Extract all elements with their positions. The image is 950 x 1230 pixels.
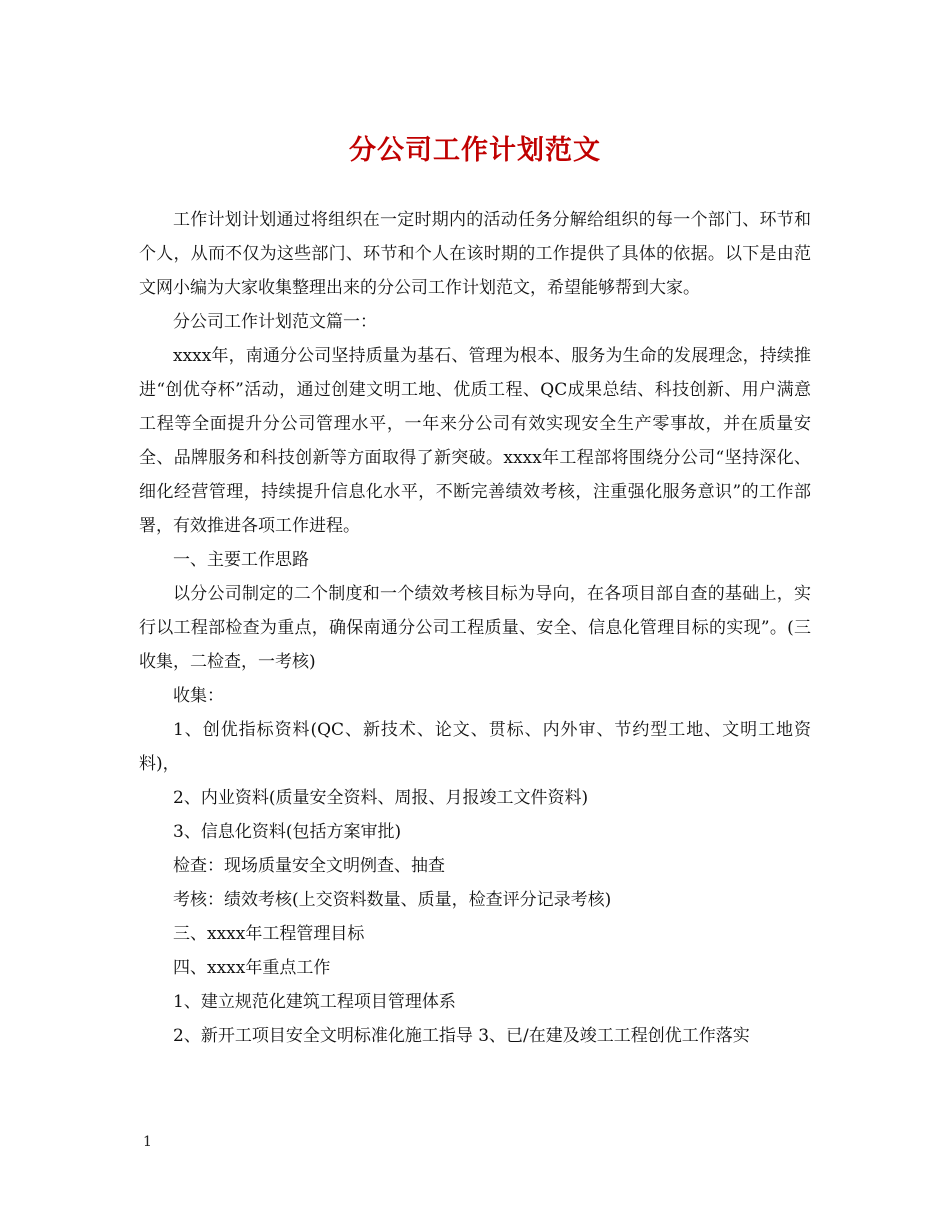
page-number: 1 [143,1134,152,1150]
paragraph-summary: xxxx年，南通分公司坚持质量为基石、管理为根本、服务为生命的发展理念，持续推进“创优夺杯”活动，通过创建文明工地、优质工程、QC成果总结、科技创新、用户满意工程等全面提升分公司管理水平，一年来分公司有效实现安全生产零事故，并在质量安全、品牌服务和科技创新等方面取得了新突破。xxxx年工程部将围绕分公司“坚持深化、细化经营管理，持续提升信息化水平，不断完善绩效考核，注重强化服务意识”的工作部署，有效推进各项工作进程。 [139,346,811,536]
paragraph-heading-4: 四、xxxx年重点工作 [173,958,331,978]
paragraph-key-work-2-3: 2、新开工项目安全文明标准化施工指导 3、已/在建及竣工工程创优工作落实 [173,1026,750,1046]
paragraph-collect-item-2: 2、内业资料(质量安全资料、周报、月报竣工文件资料) [173,788,589,808]
paragraph-inspection: 检查：现场质量安全文明例查、抽查 [173,856,445,876]
paragraph-key-work-1: 1、建立规范化建筑工程项目管理体系 [173,992,456,1012]
paragraph-collect-item-1: 1、创优指标资料(QC、新技术、论文、贯标、内外审、节约型工地、文明工地资料)， [139,720,811,774]
paragraph-collect-item-3: 3、信息化资料(包括方案审批) [173,822,402,842]
paragraph-collect-label: 收集： [173,686,224,706]
paragraph-work-approach: 以分公司制定的二个制度和一个绩效考核目标为导向，在各项目部自查的基础上，实行以工程部检查为重点，确保南通分公司工程质量、安全、信息化管理目标的实现”。(三收集，二检查，一考核) [139,584,811,672]
document-body [139,203,811,1053]
paragraph-heading-3: 三、xxxx年工程管理目标 [173,924,365,944]
paragraph-section-heading: 分公司工作计划范文篇一： [173,312,377,332]
paragraph-heading-1: 一、主要工作思路 [173,550,309,570]
paragraph-assessment: 考核：绩效考核(上交资料数量、质量，检查评分记录考核) [173,890,612,910]
document-title: 分公司工作计划范文 [349,135,601,166]
paragraph-intro: 工作计划计划通过将组织在一定时期内的活动任务分解给组织的每一个部门、环节和个人，从而不仅为这些部门、环节和个人在该时期的工作提供了具体的依据。以下是由范文网小编为大家收集整理出来的分公司工作计划范文，希望能够帮到大家。 [139,210,811,298]
